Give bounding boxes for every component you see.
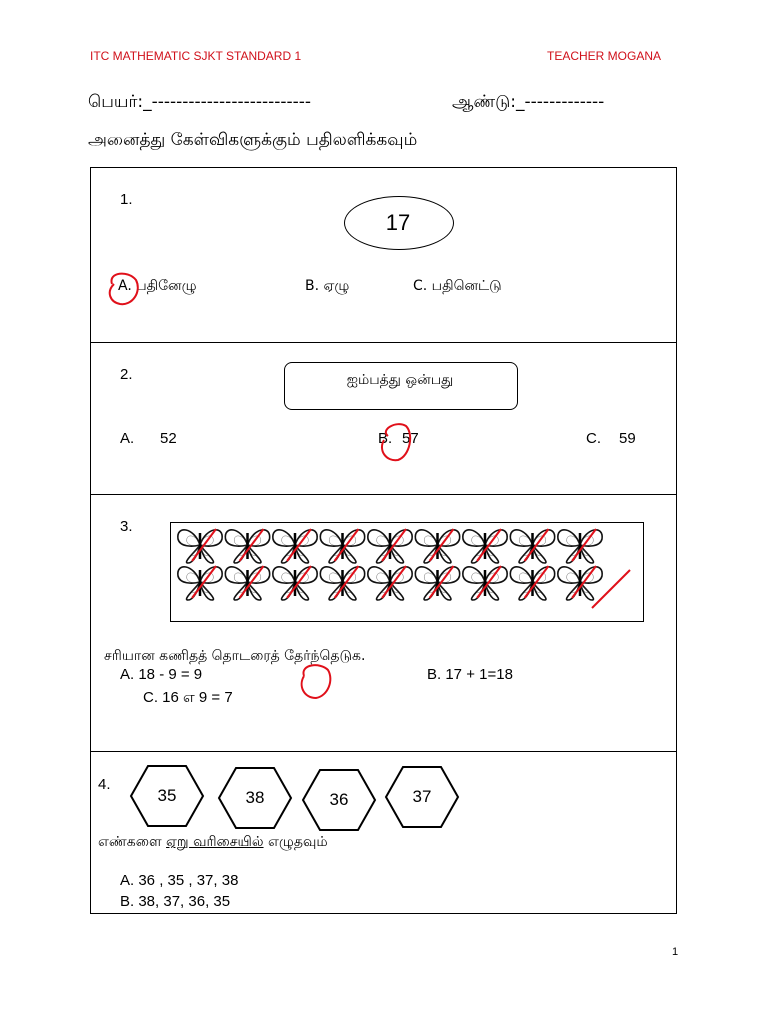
name-line: பெயர்:_-------------------------- [88, 92, 312, 112]
number-shown: 17 [385, 210, 411, 235]
q1-option-c[interactable]: C. பதினெட்டு [413, 278, 502, 294]
q2-option-a-letter[interactable]: A. [120, 430, 135, 447]
question-4-number: 4. [98, 776, 111, 793]
question-2-number: 2. [120, 366, 133, 383]
q2-option-c-value[interactable]: 59 [619, 430, 636, 447]
page-number: 1 [672, 946, 679, 958]
q2-option-b-value[interactable]: 57 [402, 430, 419, 447]
q3-prompt: சரியான கணிதத் தொடரைத் தேர்ந்தெடுக. [104, 648, 366, 664]
q3-option-a[interactable]: A. 18 - 9 = 9 [120, 666, 203, 683]
number-word: ஐம்பத்து ஒன்பது [346, 372, 454, 388]
q1-option-b[interactable]: B. ஏழு [305, 278, 350, 294]
q4-prompt-underlined: ஏறு வரிசையில் [166, 834, 264, 850]
header-right: TEACHER MOGANA [547, 49, 662, 63]
q2-option-b-letter[interactable]: B. [378, 430, 393, 447]
year-line: ஆண்டு:_------------- [452, 92, 605, 112]
q3-option-c[interactable]: C. 16 எ 9 = 7 [143, 689, 233, 706]
q4-prompt-post: எழுதவும் [263, 834, 328, 850]
q4-prompt-pre: எண்களை [98, 834, 167, 850]
hexagon-4-label: 37 [412, 787, 432, 806]
q3-option-b[interactable]: B. 17 + 1=18 [427, 666, 513, 683]
hexagon-1-label: 35 [157, 786, 177, 805]
q2-option-a-value[interactable]: 52 [160, 430, 177, 447]
hexagon-3-label: 36 [329, 790, 349, 809]
q4-option-b[interactable]: B. 38, 37, 36, 35 [120, 893, 231, 910]
question-1-number: 1. [120, 191, 133, 208]
q4-option-a[interactable]: A. 36 , 35 , 37, 38 [120, 872, 239, 889]
hexagon-2-label: 38 [245, 788, 265, 807]
instruction: அனைத்து கேள்விகளுக்கும் பதிலளிக்கவும் [88, 130, 418, 150]
q1-option-a[interactable]: A. பதினேழு [118, 278, 197, 294]
q4-prompt [98, 834, 328, 852]
header-left: ITC MATHEMATIC SJKT STANDARD 1 [90, 49, 302, 63]
question-3-number: 3. [120, 518, 133, 535]
q2-option-c-letter[interactable]: C. [586, 430, 601, 447]
